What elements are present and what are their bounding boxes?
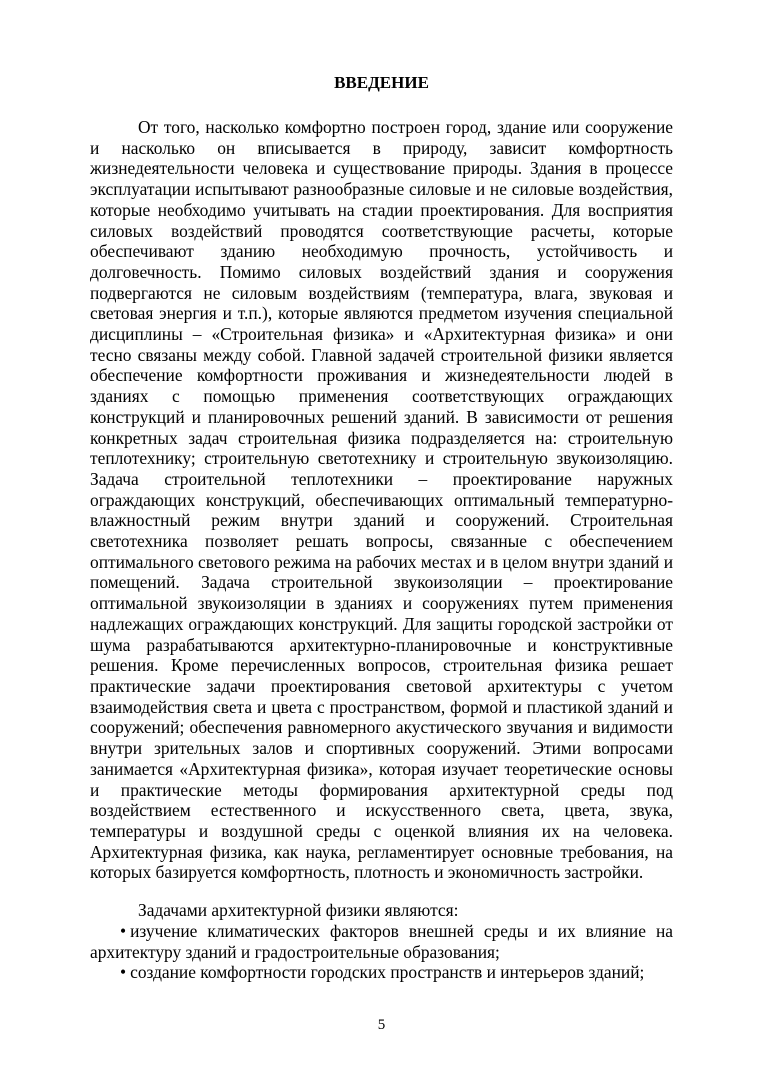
bullet-icon: • xyxy=(120,962,127,982)
bullet-icon: • xyxy=(120,921,127,941)
page-number: 5 xyxy=(377,1017,386,1033)
bullet-text: создание комфортности городских пространств и интерьеров зданий; xyxy=(130,962,645,982)
bullet-text: изучение климатических факторов внешней среды и их влияние на архитектуру зданий и градостроительные образования; xyxy=(90,921,673,962)
tasks-intro-paragraph: Задачами архитектурной физики являются: xyxy=(138,900,459,920)
bullet-item xyxy=(90,962,673,983)
section-heading: ВВЕДЕНИЕ xyxy=(334,73,429,92)
intro-paragraph: От того, насколько комфортно построен город, здание или сооружение и насколько он вписывается в природу, зависит комфортность жизнедеятельности человека и существование природы. Здания в процессе эксплуатации испытывают разнообразные силовые и не силовые воздействия, которые необходимо учитывать на стадии проектирования. Для восприятия силовых воздействий проводятся соответствующие расчеты, которые обеспечивают зданию необходимую прочность, устойчивость и долговечность. Помимо силовых воздействий здания и сооружения подвергаются не силовым воздействиям (температура, влага, звуковая и световая энергия и т.п.), которые являются предметом изучения специальной дисциплины – «Строительная физика» и «Архитектурная физика» и они тесно связаны между собой. Главной задачей строительной физики является обеспечение комфортности проживания и жизнедеятельности людей в зданиях с помощью применения соответствующих ограждающих конструкций и планировочных решений зданий. В зависимости от решения конкретных задач строительная физика подразделяется на: строительную теплотехнику; строительную светотехнику и строительную звукоизоляцию. Задача строительной теплотехники – проектирование наружных ограждающих конструкций, обеспечивающих оптимальный температурно-влажностный режим внутри зданий и сооружений. Строительная светотехника позволяет решать вопросы, связанные с обеспечением оптимального светового режима на рабочих местах и в целом внутри зданий и помещений. Задача строительной звукоизоляции – проектирование оптимальной звукоизоляции в зданиях и сооружениях путем применения надлежащих ограждающих конструкций. Для защиты городской застройки от шума разрабатываются архитектурно-планировочные и конструктивные решения. Кроме перечисленных вопросов, строительная физика решает практические задачи проектирования световой архитектуры с учетом взаимодействия света и цвета с пространством, формой и пластикой зданий и сооружений; обеспечения равномерного акустического звучания и видимости внутри зрительных залов и спортивных сооружений. Этими вопросами занимается «Архитектурная физика», которая изучает теоретические основы и практические методы формирования архитектурной среды под воздействием естественного и искусственного света, цвета, звука, температуры и воздушной среды с оценкой влияния их на человека. Архитектурная физика, как наука, регламентирует основные требования, на которых базируется комфортность, плотность и экономичность застройки. xyxy=(90,117,673,883)
bullet-item xyxy=(90,921,673,962)
